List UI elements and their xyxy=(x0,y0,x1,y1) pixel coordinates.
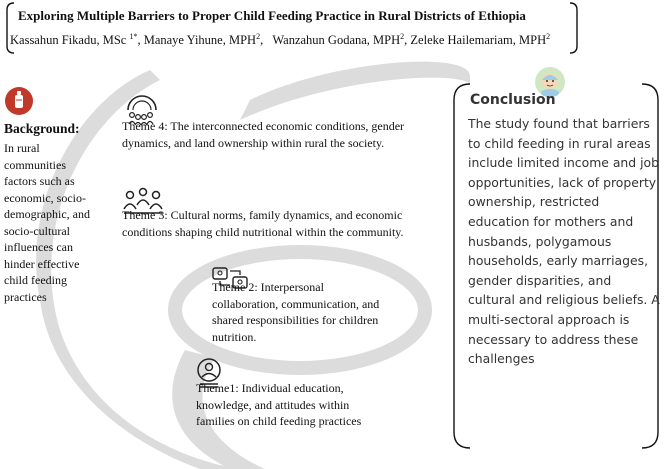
poster-title: Exploring Multiple Barriers to Proper Child Feeding Practice in Rural Districts of Ethiopia xyxy=(18,8,526,23)
theme-4-text: Theme 4: The interconnected economic conditions, gender dynamics, and land ownership within rural the society. xyxy=(122,119,405,150)
author-list: Kassahun Fikadu, MSc $^{1*}$, Manaye Yihune, MPH$^2$, Wanzahun Godana, MPH$^2$, Zeleke Hailemariam, MPH$^2$ xyxy=(10,32,551,48)
conclusion-text: The study found that barriers to child feeding in rural areas include limited income and job opportunities, lack of property ownership, restricted education for mothers and husbands, polygamous households, early marriages, gender disparities, and cultural and religious beliefs. A multi-sectoral approach is necessary to address these challenges xyxy=(468,116,660,367)
background-text: In rural communities factors such as economic, socio-demographic, and socio-cultural influences can hinder effective child feeding practices xyxy=(4,141,90,304)
feeding-bottle-icon xyxy=(4,86,34,116)
author-affiliation: 1* xyxy=(129,32,138,41)
author-affiliation: 2 xyxy=(546,32,551,41)
author-name: Zeleke Hailemariam, MPH xyxy=(410,33,547,48)
theme-2-text: Theme 2: Interpersonal collaboration, communication, and shared responsibilities for children nutrition. xyxy=(212,280,380,344)
author-name: Wanzahun Godana, MPH xyxy=(272,33,401,48)
theme-1-text: Theme1: Individual education, knowledge, and attitudes within families on child feeding practices xyxy=(196,381,362,428)
author-affiliation: 2 xyxy=(400,32,405,41)
background-heading: Background: xyxy=(4,121,80,136)
conclusion-heading: Conclusion xyxy=(470,92,556,108)
author-affiliation: 2 xyxy=(256,32,261,41)
author-name: Kassahun Fikadu, MSc xyxy=(10,33,127,48)
theme-3-text: Theme 3: Cultural norms, family dynamics, and economic conditions shaping child nutritional within the community. xyxy=(122,208,404,239)
author-name: Manaye Yihune, MPH xyxy=(143,33,257,48)
